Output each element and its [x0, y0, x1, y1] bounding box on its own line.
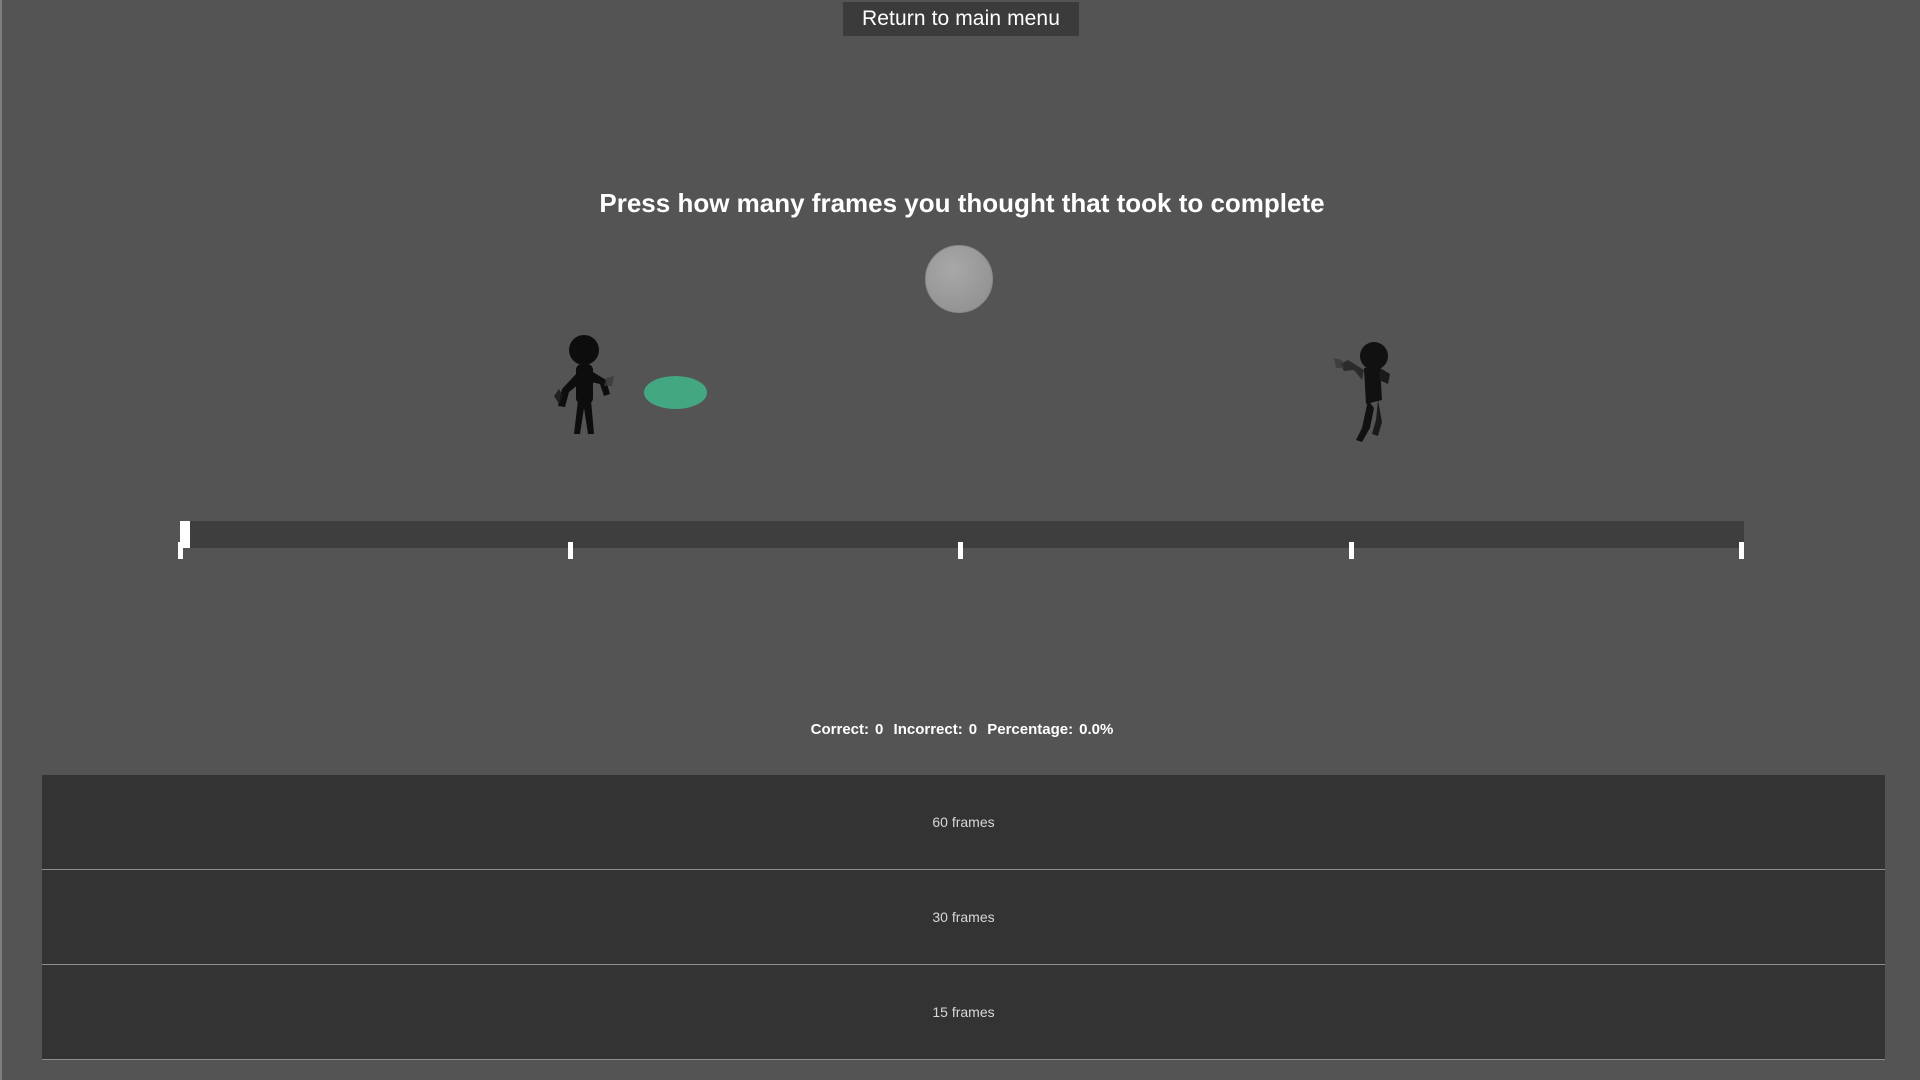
timeline-tick: [178, 542, 183, 559]
correct-value: 0: [875, 721, 884, 738]
gray-ball-icon: [925, 245, 993, 313]
score-line: [2, 721, 1920, 738]
opponent-character: [1334, 338, 1404, 453]
return-to-main-menu-button[interactable]: Return to main menu: [843, 2, 1079, 36]
percentage-value: 0.0%: [1079, 721, 1114, 738]
timeline-tick: [568, 542, 573, 559]
stick-figure-opponent-icon: [1334, 338, 1404, 453]
timeline-tick: [1349, 542, 1354, 559]
answer-button-list: [42, 775, 1885, 1060]
correct-label: Correct:: [810, 721, 870, 738]
answer-button-15-frames[interactable]: 15 frames: [42, 965, 1885, 1060]
incorrect-value: 0: [968, 721, 978, 738]
percentage-label: Percentage:: [987, 721, 1074, 738]
stick-figure-player-icon: [554, 334, 624, 454]
page-title: Press how many frames you thought that took to complete: [599, 188, 1325, 218]
incorrect-label: Incorrect:: [893, 721, 963, 738]
player-character: [554, 334, 624, 454]
timeline-tick: [1739, 542, 1744, 559]
answer-button-60-frames[interactable]: 60 frames: [42, 775, 1885, 870]
hit-marker: [644, 376, 707, 409]
timeline-tick: [958, 542, 963, 559]
answer-button-30-frames[interactable]: 30 frames: [42, 870, 1885, 965]
